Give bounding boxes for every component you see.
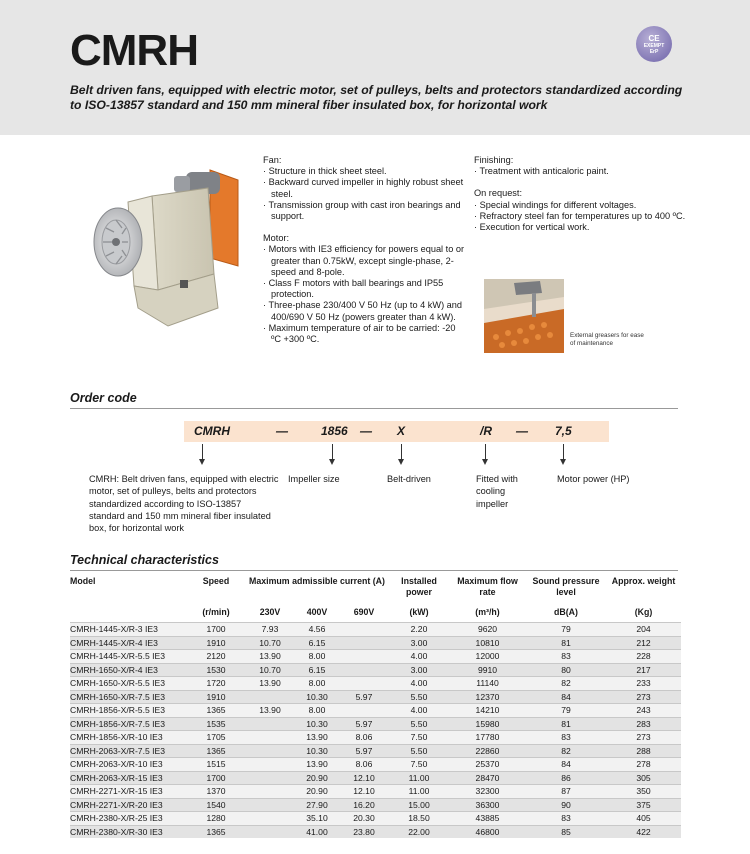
cell-model: CMRH-1445-X/R-5.5 IE3 — [70, 650, 187, 664]
unit-flow: (m³/h) — [475, 607, 500, 617]
cell-speed: 1700 — [187, 623, 245, 637]
cell-flow: 14210 — [449, 704, 526, 718]
code-separator: — — [516, 424, 528, 438]
cell-400v: 4.56 — [295, 623, 339, 637]
cell-sound: 85 — [526, 825, 606, 838]
cell-power: 11.00 — [389, 771, 449, 785]
features-column-right — [474, 155, 689, 233]
fan-item: · Backward curved impeller in highly robust sheet steel. — [263, 177, 468, 199]
cell-230v — [245, 798, 295, 812]
finishing-heading: Finishing: — [474, 155, 514, 165]
cell-model: CMRH-2063-X/R-7.5 IE3 — [70, 744, 187, 758]
motor-item: · Maximum temperature of air to be carried: -20 ºC +300 ºC. — [263, 323, 468, 345]
cell-model: CMRH-1650-X/R-4 IE3 — [70, 663, 187, 677]
cell-weight: 228 — [606, 650, 681, 664]
cell-400v: 27.90 — [295, 798, 339, 812]
cell-400v: 6.15 — [295, 636, 339, 650]
fan-list — [263, 166, 468, 222]
cell-power: 4.00 — [389, 677, 449, 691]
table-row — [70, 744, 681, 758]
code-cooling: /R — [480, 424, 492, 438]
cell-speed: 1530 — [187, 663, 245, 677]
header-band — [0, 0, 750, 135]
unit-weight: (Kg) — [634, 607, 653, 617]
cell-400v: 13.90 — [295, 758, 339, 772]
cell-flow: 12000 — [449, 650, 526, 664]
cell-690v — [339, 677, 389, 691]
unit-speed: (r/min) — [202, 607, 230, 617]
unit-power: (kW) — [409, 607, 429, 617]
cell-230v — [245, 744, 295, 758]
cell-690v — [339, 650, 389, 664]
cell-model: CMRH-1445-X/R-3 IE3 — [70, 623, 187, 637]
cell-power: 18.50 — [389, 812, 449, 826]
unit-400v: 400V — [306, 607, 328, 617]
cell-weight: 278 — [606, 758, 681, 772]
cell-400v: 13.90 — [295, 731, 339, 745]
cell-model: CMRH-2380-X/R-25 IE3 — [70, 812, 187, 826]
finishing-item: · Treatment with anticaloric paint. — [474, 166, 689, 177]
cell-230v — [245, 771, 295, 785]
cell-power: 5.50 — [389, 690, 449, 704]
cell-weight: 422 — [606, 825, 681, 838]
motor-item: · Three-phase 230/400 V 50 Hz (up to 4 kW) and 400/690 V 50 Hz (powers greater than 4 kW). — [263, 300, 468, 322]
table-row — [70, 650, 681, 664]
code-belt-driven: X — [397, 424, 406, 438]
cell-sound: 79 — [526, 623, 606, 637]
cell-flow: 32300 — [449, 785, 526, 799]
cell-690v: 5.97 — [339, 690, 389, 704]
table-row — [70, 785, 681, 799]
col-sound: Sound pressure level — [532, 576, 600, 597]
cell-sound: 79 — [526, 704, 606, 718]
cell-weight: 350 — [606, 785, 681, 799]
cell-sound: 84 — [526, 690, 606, 704]
table-row — [70, 798, 681, 812]
motor-heading: Motor: — [263, 233, 290, 244]
cell-weight: 375 — [606, 798, 681, 812]
cell-690v — [339, 663, 389, 677]
cell-690v: 12.10 — [339, 785, 389, 799]
cell-flow: 28470 — [449, 771, 526, 785]
table-row — [70, 758, 681, 772]
cell-sound: 86 — [526, 771, 606, 785]
code-separator: — — [276, 424, 288, 438]
desc-power: Motor power (HP) — [557, 474, 630, 484]
order-code-divider — [70, 408, 678, 409]
col-power: Installed power — [401, 576, 437, 597]
desc-cooling: Fitted with cooling impeller — [476, 474, 518, 509]
table-row — [70, 717, 681, 731]
motor-item: · Class F motors with ball bearings and IP55 protection. — [263, 278, 468, 300]
page-subtitle: Belt driven fans, equipped with electric motor, set of pulleys, belts and protectors standardized according to ISO-13857 standard and 150 mm mineral fiber insulated box, for horizontal work — [70, 83, 683, 112]
cell-690v: 8.06 — [339, 758, 389, 772]
motor-item: · Motors with IE3 efficiency for powers equal to or greater than 0.75kW, except single-phase, 2-speed and 8-pole. — [263, 244, 468, 278]
cell-flow: 43885 — [449, 812, 526, 826]
cell-model: CMRH-1856-X/R-5.5 IE3 — [70, 704, 187, 718]
cell-230v — [245, 785, 295, 799]
arrow-down-icon — [329, 459, 335, 465]
cell-690v: 16.20 — [339, 798, 389, 812]
cell-sound: 87 — [526, 785, 606, 799]
cell-flow: 11140 — [449, 677, 526, 691]
cell-690v: 23.80 — [339, 825, 389, 838]
cell-weight: 288 — [606, 744, 681, 758]
table-row — [70, 825, 681, 838]
cell-model: CMRH-2063-X/R-10 IE3 — [70, 758, 187, 772]
cell-flow: 9910 — [449, 663, 526, 677]
cell-400v: 20.90 — [295, 771, 339, 785]
fan-heading: Fan: — [263, 155, 282, 165]
arrow-down-icon — [398, 459, 404, 465]
table-row — [70, 690, 681, 704]
col-weight: Approx. weight — [611, 576, 676, 586]
cell-power: 3.00 — [389, 636, 449, 650]
finishing-list — [474, 166, 689, 177]
arrow-down-icon — [199, 459, 205, 465]
greaser-photo — [484, 279, 564, 353]
cell-flow: 22860 — [449, 744, 526, 758]
unit-sound: dB(A) — [554, 607, 578, 617]
cell-230v: 10.70 — [245, 663, 295, 677]
cell-230v: 7.93 — [245, 623, 295, 637]
cell-400v: 20.90 — [295, 785, 339, 799]
cell-690v: 8.06 — [339, 731, 389, 745]
cell-speed: 1370 — [187, 785, 245, 799]
cell-690v: 12.10 — [339, 771, 389, 785]
cell-400v: 10.30 — [295, 744, 339, 758]
table-row — [70, 704, 681, 718]
table-row — [70, 771, 681, 785]
table-row — [70, 731, 681, 745]
badge-line1: EXEMPT — [643, 42, 665, 49]
cell-speed: 1280 — [187, 812, 245, 826]
cell-sound: 82 — [526, 744, 606, 758]
cell-sound: 82 — [526, 677, 606, 691]
cell-sound: 83 — [526, 650, 606, 664]
col-model: Model — [70, 576, 96, 586]
cell-230v — [245, 690, 295, 704]
cell-speed: 1705 — [187, 731, 245, 745]
page-title: CMRH — [70, 26, 198, 75]
cell-230v: 13.90 — [245, 704, 295, 718]
cell-690v — [339, 704, 389, 718]
cell-sound: 84 — [526, 758, 606, 772]
cell-speed: 1910 — [187, 636, 245, 650]
cell-230v — [245, 812, 295, 826]
cell-speed: 1540 — [187, 798, 245, 812]
cell-230v — [245, 717, 295, 731]
cell-400v: 8.00 — [295, 677, 339, 691]
col-current: Maximum admissible current (A) — [249, 576, 385, 586]
code-impeller-size: 1856 — [321, 424, 348, 438]
cell-weight: 233 — [606, 677, 681, 691]
ce-exempt-erp-icon — [636, 26, 672, 62]
request-item: · Execution for vertical work. — [474, 222, 689, 233]
technical-divider — [70, 570, 678, 571]
cell-power: 7.50 — [389, 758, 449, 772]
cell-model: CMRH-1650-X/R-7.5 IE3 — [70, 690, 187, 704]
code-separator: — — [360, 424, 372, 438]
cell-sound: 83 — [526, 731, 606, 745]
cell-model: CMRH-2271-X/R-15 IE3 — [70, 785, 187, 799]
cell-flow: 25370 — [449, 758, 526, 772]
cell-model: CMRH-1650-X/R-5.5 IE3 — [70, 677, 187, 691]
cell-model: CMRH-2271-X/R-20 IE3 — [70, 798, 187, 812]
code-motor-power: 7,5 — [555, 424, 572, 438]
request-item: · Special windings for different voltages. — [474, 200, 689, 211]
cell-power: 4.00 — [389, 704, 449, 718]
cell-400v: 6.15 — [295, 663, 339, 677]
cell-690v: 20.30 — [339, 812, 389, 826]
cell-power: 7.50 — [389, 731, 449, 745]
cell-speed: 1720 — [187, 677, 245, 691]
cell-power: 5.50 — [389, 717, 449, 731]
table-row — [70, 677, 681, 691]
desc-model: CMRH: Belt driven fans, equipped with electric motor, set of pulleys, belts and protectors standardized according to ISO-13857 standard and 150 mm mineral fiber insulated box, for horizontal work — [89, 474, 279, 534]
technical-table-body — [70, 623, 681, 839]
cell-weight: 204 — [606, 623, 681, 637]
request-item: · Refractory steel fan for temperatures up to 400 ºC. — [474, 211, 689, 222]
cell-flow: 46800 — [449, 825, 526, 838]
cell-weight: 273 — [606, 690, 681, 704]
col-speed: Speed — [202, 576, 230, 586]
fan-item: · Transmission group with cast iron bearings and support. — [263, 200, 468, 222]
unit-690v: 690V — [353, 607, 375, 617]
cell-flow: 36300 — [449, 798, 526, 812]
cell-400v: 10.30 — [295, 690, 339, 704]
cell-speed: 2120 — [187, 650, 245, 664]
cell-flow: 12370 — [449, 690, 526, 704]
cell-230v — [245, 731, 295, 745]
cell-speed: 1515 — [187, 758, 245, 772]
greaser-caption: External greasers for ease of maintenance — [570, 332, 644, 347]
desc-belt: Belt-driven — [387, 474, 431, 484]
code-model: CMRH — [194, 424, 230, 438]
col-flow: Maximum flow rate — [457, 576, 518, 597]
cell-sound: 83 — [526, 812, 606, 826]
cell-speed: 1910 — [187, 690, 245, 704]
arrow-down-icon — [560, 459, 566, 465]
cell-weight: 217 — [606, 663, 681, 677]
cell-230v: 10.70 — [245, 636, 295, 650]
cell-weight: 243 — [606, 704, 681, 718]
technical-table — [70, 576, 681, 838]
table-row — [70, 663, 681, 677]
cell-400v: 35.10 — [295, 812, 339, 826]
cell-power: 5.50 — [389, 744, 449, 758]
cell-400v: 8.00 — [295, 704, 339, 718]
cell-weight: 212 — [606, 636, 681, 650]
badge-ce: CE — [648, 33, 660, 43]
request-list — [474, 200, 689, 234]
technical-heading: Technical characteristics — [70, 553, 219, 567]
cell-power: 22.00 — [389, 825, 449, 838]
fan-product-image — [88, 158, 250, 328]
cell-speed: 1365 — [187, 825, 245, 838]
cell-model: CMRH-2380-X/R-30 IE3 — [70, 825, 187, 838]
cell-weight: 273 — [606, 731, 681, 745]
cell-speed: 1700 — [187, 771, 245, 785]
cell-model: CMRH-1856-X/R-10 IE3 — [70, 731, 187, 745]
unit-230v: 230V — [259, 607, 281, 617]
cell-sound: 90 — [526, 798, 606, 812]
cell-power: 2.20 — [389, 623, 449, 637]
cell-400v: 41.00 — [295, 825, 339, 838]
cell-690v: 5.97 — [339, 744, 389, 758]
order-code-heading: Order code — [70, 391, 137, 405]
request-heading: On request: — [474, 188, 523, 199]
cell-weight: 405 — [606, 812, 681, 826]
desc-impeller: Impeller size — [288, 474, 340, 484]
fan-item: · Structure in thick sheet steel. — [263, 166, 468, 177]
cell-690v — [339, 623, 389, 637]
cell-flow: 10810 — [449, 636, 526, 650]
arrow-down-icon — [482, 459, 488, 465]
cell-flow: 17780 — [449, 731, 526, 745]
cell-power: 4.00 — [389, 650, 449, 664]
cell-model: CMRH-2063-X/R-15 IE3 — [70, 771, 187, 785]
table-row — [70, 812, 681, 826]
table-row — [70, 623, 681, 637]
cell-sound: 81 — [526, 717, 606, 731]
cell-weight: 283 — [606, 717, 681, 731]
cell-power: 3.00 — [389, 663, 449, 677]
badge-line2: ErP — [649, 48, 659, 55]
cell-speed: 1535 — [187, 717, 245, 731]
features-column-left — [263, 155, 468, 345]
cell-model: CMRH-1856-X/R-7.5 IE3 — [70, 717, 187, 731]
cell-power: 15.00 — [389, 798, 449, 812]
cell-flow: 9620 — [449, 623, 526, 637]
cell-690v — [339, 636, 389, 650]
cell-model: CMRH-1445-X/R-4 IE3 — [70, 636, 187, 650]
cell-690v: 5.97 — [339, 717, 389, 731]
cell-230v — [245, 758, 295, 772]
motor-list — [263, 244, 468, 345]
cell-sound: 81 — [526, 636, 606, 650]
cell-230v — [245, 825, 295, 838]
cell-sound: 80 — [526, 663, 606, 677]
cell-weight: 305 — [606, 771, 681, 785]
cell-flow: 15980 — [449, 717, 526, 731]
cell-400v: 10.30 — [295, 717, 339, 731]
cell-230v: 13.90 — [245, 677, 295, 691]
cell-power: 11.00 — [389, 785, 449, 799]
cell-speed: 1365 — [187, 704, 245, 718]
cell-400v: 8.00 — [295, 650, 339, 664]
cell-speed: 1365 — [187, 744, 245, 758]
cell-230v: 13.90 — [245, 650, 295, 664]
table-row — [70, 636, 681, 650]
